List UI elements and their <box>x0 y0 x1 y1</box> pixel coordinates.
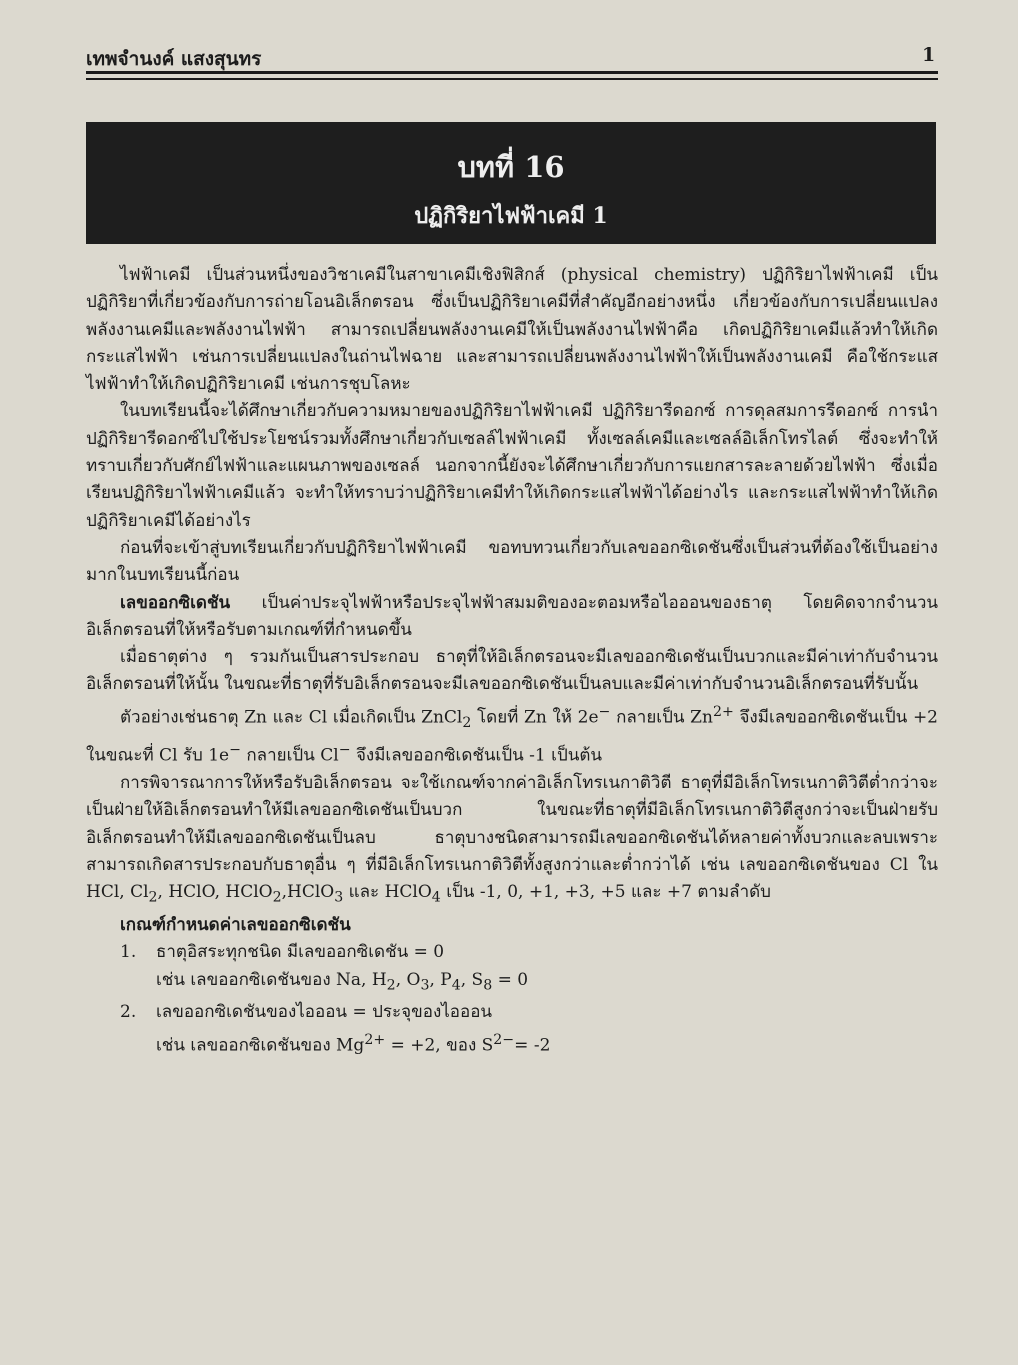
chapter-body <box>86 262 938 1059</box>
paragraph-intro: ไฟฟ้าเคมี เป็นส่วนหนึ่งของวิชาเคมีในสาขาเคมีเชิงฟิสิกส์ (physical chemistry) ปฏิกิริยาไฟฟ้าเคมี เป็นปฏิกิริยาที่เกี่ยวข้องกับการถ่ายโอนอิเล็กตรอน ซึ่งเป็นปฏิกิริยาเคมีที่สำคัญอีกอย่างหนึ่ง เกี่ยวข้องกับการเปลี่ยนแปลงพลังงานเคมีและพลังงานไฟฟ้า สามารถเปลี่ยนพลังงานเคมีให้เป็นพลังงานไฟฟ้าคือ เกิดปฏิกิริยาเคมีแล้วทำให้เกิดกระแสไฟฟ้า เช่นการเปลี่ยนแปลงในถ่านไฟฉาย และสามารถเปลี่ยนพลังงานไฟฟ้าให้เป็นพลังงานเคมี คือใช้กระแสไฟฟ้าทำให้เกิดปฏิกิริยาเคมี เช่นการชุบโลหะ <box>86 265 938 395</box>
text-run: จึงมีเลขออกซิเดชันเป็น +2 ในขณะที่ Cl รับ 1e <box>86 707 938 766</box>
text-run: , HClO, HClO <box>157 882 273 903</box>
rules-heading: เกณฑ์กำหนดค่าเลขออกซิเดชัน <box>120 914 351 935</box>
superscript: − <box>338 742 351 759</box>
text-run: , S <box>460 969 484 990</box>
header-rule-thick <box>86 71 938 74</box>
subscript: 4 <box>431 889 441 906</box>
running-header-author: เทพจำนงค์ แสงสุนทร <box>86 48 262 70</box>
subscript: 2 <box>462 714 472 731</box>
rule-text: เลขออกซิเดชันของไอออน = ประจุของไอออน <box>156 1002 493 1023</box>
text-run: เช่น เลขออกซิเดชันของ Na, H <box>156 969 387 990</box>
definition-term: เลขออกซิเดชัน <box>120 592 231 613</box>
paragraph-zncl-example <box>86 699 938 770</box>
subscript: 3 <box>334 889 344 906</box>
chapter-number: บทที่ 16 <box>457 150 565 184</box>
rule-text: ธาตุอิสระทุกชนิด มีเลขออกซิเดชัน = 0 <box>156 942 445 963</box>
text-run: เป็น -1, 0, +1, +3, +5 และ +7 ตามลำดับ <box>440 882 771 903</box>
rule-example <box>86 1027 938 1060</box>
chapter-banner <box>86 122 936 244</box>
subscript: 2 <box>148 889 158 906</box>
paragraph-review: ก่อนที่จะเข้าสู่บทเรียนเกี่ยวกับปฏิกิริยาไฟฟ้าเคมี ขอทบทวนเกี่ยวกับเลขออกซิเดชันซึ่งเป็นส่วนที่ต้องใช้เป็นอย่างมากในบทเรียนนี้ก่อน <box>86 537 938 586</box>
text-run: = -2 <box>514 1035 551 1056</box>
text-run: = +2, ของ S <box>385 1035 494 1056</box>
rule-example <box>86 967 938 1000</box>
subscript: 8 <box>483 976 493 993</box>
subscript: 4 <box>451 976 461 993</box>
text-run: กลายเป็น Cl <box>240 745 339 766</box>
text-run: เช่น เลขออกซิเดชันของ Mg <box>156 1035 365 1056</box>
text-run: , P <box>429 969 452 990</box>
text-run: การพิจารณาการให้หรือรับอิเล็กตรอน จะใช้เกณฑ์จากค่าอิเล็กโทรเนกาติวิตี ธาตุที่มีอิเล็กโทรเนกาติวิตีต่ำกว่าจะเป็นฝ่ายให้อิเล็กตรอนทำให้มีเลขออกซิเดชันเป็นบวก ในขณะที่ธาตุที่มีอิเล็กโทรเนกาติวิตีสูงกว่าจะเป็นฝ่ายรับอิเล็กตรอนทำให้มีเลขออกซิเดชันเป็นลบ ธาตุบางชนิดสามารถมีเลขออกซิเดชันได้หลายค่าทั้งบวกและลบเพราะสามารถเกิดสารประกอบกับธาตุอื่น ๆ ที่มีอิเล็กโทรเนกาติวิตีทั้งสูงกว่าและต่ำกว่าได้ เช่น เลขออกซิเดชันของ Cl ใน HCl, Cl <box>86 773 938 903</box>
text-run: โดยที่ Zn ให้ 2e <box>471 707 599 728</box>
superscript: − <box>598 703 611 720</box>
superscript: 2+ <box>364 1031 386 1048</box>
text-run: = 0 <box>492 969 529 990</box>
text-run: , O <box>395 969 421 990</box>
subscript: 2 <box>386 976 396 993</box>
rule-number: 2. <box>120 1002 137 1023</box>
header-rule-thin <box>86 78 938 80</box>
text-run: กลายเป็น Zn <box>610 707 713 728</box>
subscript: 2 <box>272 889 282 906</box>
text-run: จึงมีเลขออกซิเดชันเป็น -1 เป็นต้น <box>350 745 603 766</box>
rule-number: 1. <box>120 942 137 963</box>
subscript: 3 <box>420 976 430 993</box>
superscript: 2+ <box>712 703 734 720</box>
chapter-title: ปฏิกิริยาไฟฟ้าเคมี 1 <box>414 203 608 229</box>
superscript: − <box>229 742 241 759</box>
paragraph-definition <box>86 590 938 645</box>
paragraph-electronegativity <box>86 770 938 912</box>
superscript: 2− <box>493 1031 515 1048</box>
page-number: 1 <box>922 44 936 66</box>
definition-text: เป็นค่าประจุไฟฟ้าหรือประจุไฟฟ้าสมมติของอะตอมหรือไอออนของธาตุ โดยคิดจากจำนวนอิเล็กตรอนที่ให้หรือรับตามเกณฑ์ที่กำหนดขึ้น <box>86 592 938 640</box>
paragraph-compounds: เมื่อธาตุต่าง ๆ รวมกันเป็นสารประกอบ ธาตุที่ให้อิเล็กตรอนจะมีเลขออกซิเดชันเป็นบวกและมีค่าเท่ากับจำนวนอิเล็กตรอนที่ให้นั้น ในขณะที่ธาตุที่รับอิเล็กตรอนจะมีเลขออกซิเดชันเป็นลบและมีค่าเท่ากับจำนวนอิเล็กตรอนที่รับนั้น <box>86 647 938 695</box>
text-run: ตัวอย่างเช่นธาตุ Zn และ Cl เมื่อเกิดเป็น ZnCl <box>120 707 463 728</box>
paragraph-overview: ในบทเรียนนี้จะได้ศึกษาเกี่ยวกับความหมายของปฏิกิริยาไฟฟ้าเคมี ปฏิกิริยารีดอกซ์ การดุลสมการรีดอกซ์ การนำปฏิกิริยารีดอกซ์ไปใช้ประโยชน์รวมทั้งศึกษาเกี่ยวกับเซลล์ไฟฟ้าเคมี ทั้งเซลล์เคมีและเซลล์อิเล็กโทรไลต์ ซึ่งจะทำให้ทราบเกี่ยวกับศักย์ไฟฟ้าและแผนภาพของเซลล์ นอกจากนี้ยังจะได้ศึกษาเกี่ยวกับการแยกสารละลายด้วยไฟฟ้า ซึ่งเมื่อเรียนปฏิกิริยาไฟฟ้าเคมีแล้ว จะทำให้ทราบว่าปฏิกิริยาเคมีทำให้เกิดกระแสไฟฟ้าได้อย่างไร และกระแสไฟฟ้าทำให้เกิดปฏิกิริยาเคมีได้อย่างไร <box>86 401 938 531</box>
rule-item <box>86 939 938 999</box>
rule-item <box>86 999 938 1059</box>
text-run: และ HClO <box>343 882 432 903</box>
text-run: ,HClO <box>281 882 335 903</box>
